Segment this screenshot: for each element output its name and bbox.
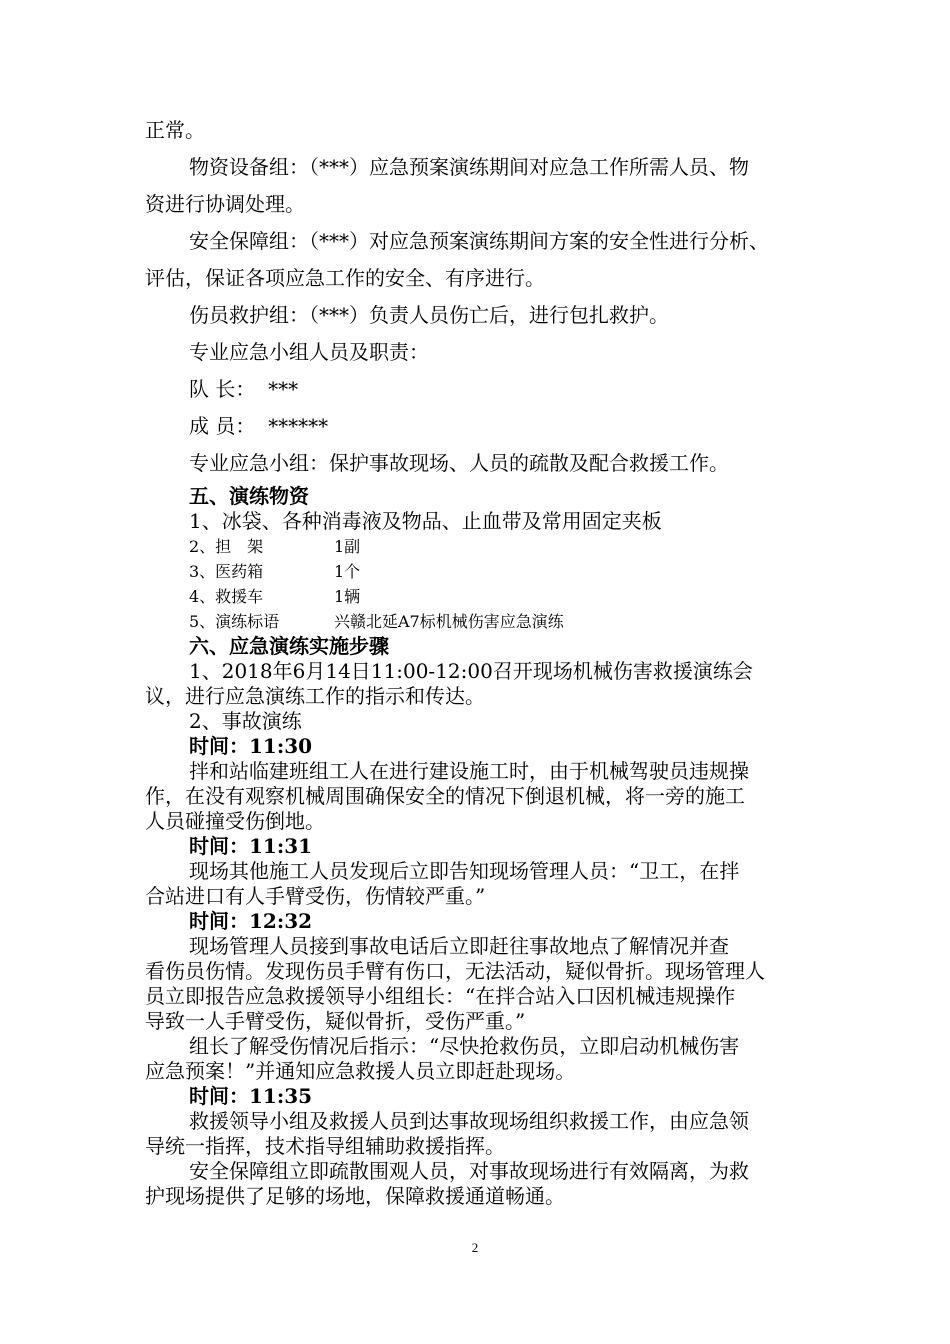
- section-heading-materials: 五、演练物资: [189, 484, 309, 508]
- materials-item: [145, 609, 815, 634]
- materials-item-value: 1个: [334, 562, 361, 581]
- materials-item-value: 1辆: [334, 587, 361, 606]
- paragraph-line: 资进行协调处理。: [145, 192, 305, 216]
- materials-item-label: 3、医药箱: [189, 562, 264, 581]
- time-heading: 时间：12:32: [189, 909, 313, 933]
- paragraph-line: 评估，保证各项应急工作的安全、有序进行。: [145, 266, 545, 290]
- materials-item-label: 2、担 架: [189, 537, 264, 556]
- paragraph-line: 伤员救护组：（***）负责人员伤亡后，进行包扎救护。: [189, 303, 669, 327]
- materials-item: [145, 534, 815, 559]
- paragraph-line: 2、事故演练: [189, 709, 302, 733]
- paragraph-line: 看伤员伤情。发现伤员手臂有伤口，无法活动，疑似骨折。现场管理人: [145, 959, 765, 983]
- materials-item: 1、冰袋、各种消毒液及物品、止血带及常用固定夹板: [189, 509, 662, 533]
- paragraph-line: 安全保障组：（***）对应急预案演练期间方案的安全性进行分析、: [189, 229, 769, 253]
- paragraph-line: 物资设备组：（***）应急预案演练期间对应急工作所需人员、物: [189, 155, 749, 179]
- paragraph-line: 正常。: [145, 118, 205, 142]
- materials-item: [145, 559, 815, 584]
- section-heading-steps: 六、应急演练实施步骤: [189, 634, 389, 658]
- paragraph-line: 成 员： ******: [189, 414, 329, 438]
- paragraph-line: 作，在没有观察机械周围确保安全的情况下倒退机械，将一旁的施工: [145, 784, 745, 808]
- time-heading: 时间：11:35: [189, 1084, 313, 1108]
- time-heading: 时间：11:30: [189, 734, 313, 758]
- materials-item-value: 1副: [334, 537, 361, 556]
- paragraph-line: 导统一指挥，技术指导组辅助救援指挥。: [145, 1134, 505, 1158]
- materials-item: [145, 584, 815, 609]
- paragraph-line: 现场管理人员接到事故电话后立即赶往事故地点了解情况并查: [189, 934, 729, 958]
- paragraph-line: 1、2018年6月14日11:00-12:00召开现场机械伤害救援演练会: [189, 659, 753, 683]
- paragraph-line: 合站进口有人手臂受伤，伤情较严重。”: [145, 884, 486, 908]
- materials-item-value: 兴赣北延A7标机械伤害应急演练: [334, 612, 564, 631]
- materials-item-label: 5、演练标语: [189, 612, 280, 631]
- document-body: [145, 112, 815, 1209]
- paragraph-line: 护现场提供了足够的场地，保障救援通道畅通。: [145, 1184, 565, 1208]
- materials-item-label: 4、救援车: [189, 587, 264, 606]
- paragraph-line: 议，进行应急演练工作的指示和传达。: [145, 684, 485, 708]
- page-number: 2: [471, 1240, 479, 1255]
- paragraph-line: 专业应急小组：保护事故现场、人员的疏散及配合救援工作。: [189, 451, 729, 475]
- paragraph-line: 专业应急小组人员及职责：: [189, 340, 429, 364]
- paragraph-line: 拌和站临建班组工人在进行建设施工时，由于机械驾驶员违规操: [189, 759, 749, 783]
- paragraph-line: 人员碰撞受伤倒地。: [145, 809, 325, 833]
- paragraph-line: 救援领导小组及救援人员到达事故现场组织救援工作，由应急领: [189, 1109, 749, 1133]
- paragraph-line: 导致一人手臂受伤，疑似骨折，受伤严重。”: [145, 1009, 526, 1033]
- paragraph-line: 现场其他施工人员发现后立即告知现场管理人员：“卫工，在拌: [189, 859, 740, 883]
- paragraph-line: 安全保障组立即疏散围观人员，对事故现场进行有效隔离，为救: [189, 1159, 749, 1183]
- paragraph-line: 应急预案！”并通知应急救援人员立即赶赴现场。: [145, 1059, 576, 1083]
- paragraph-line: 员立即报告应急救援领导小组组长：“在拌合站入口因机械违规操作: [145, 984, 736, 1008]
- paragraph-line: 组长了解受伤情况后指示：“尽快抢救伤员，立即启动机械伤害: [189, 1034, 740, 1058]
- time-heading: 时间：11:31: [189, 834, 313, 858]
- paragraph-line: 队 长： ***: [189, 377, 299, 401]
